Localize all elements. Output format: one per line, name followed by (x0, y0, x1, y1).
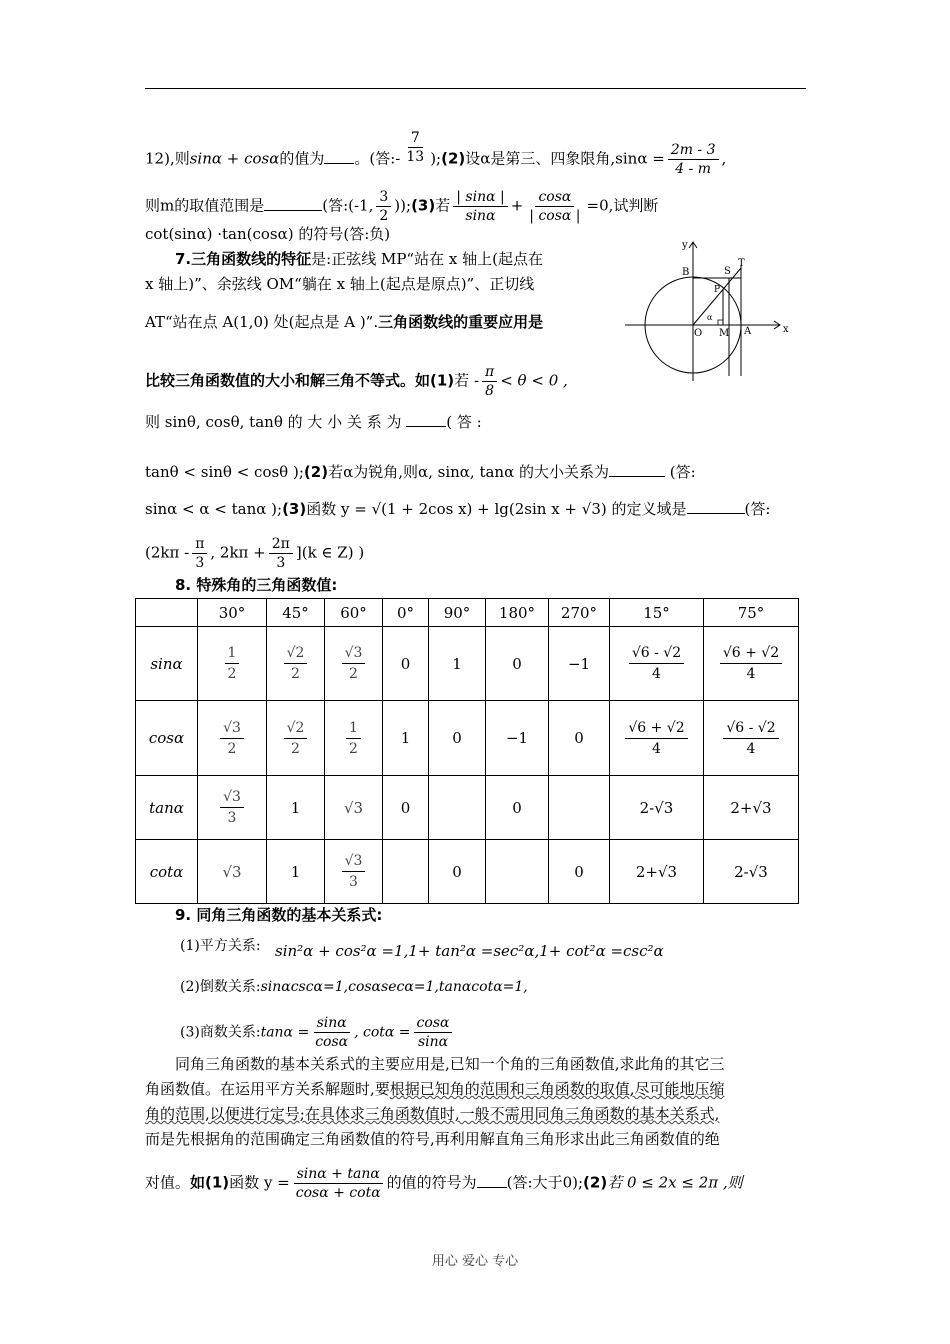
table-cell (610, 776, 704, 840)
cell-value: 0 (452, 729, 462, 747)
label-S: S (724, 266, 731, 277)
table-cell (267, 776, 325, 840)
table-cell (610, 840, 704, 904)
line-m-range: 则m的取值范围是 (答:(-1, $\frac{3}{2}$ ));(3)若 $\frac{| \sin\alpha |}{\sin\alpha}$ + $\frac{\cos\alpha}{| \cos\alpha |}$ =0,试判断 (145, 189, 659, 224)
text: 。(答:- (354, 149, 401, 168)
table-cell (198, 627, 267, 701)
fraction: $\frac{√2}{2}$ (284, 720, 308, 757)
relation-reciprocal: (2)倒数关系:sinαcscα=1,cosαsecα=1,tanαcotα=1, (180, 979, 528, 995)
table-cell (704, 701, 799, 776)
function-label-cell: sinα (136, 627, 198, 701)
fraction: $\frac{√3}{3}$ (342, 853, 366, 890)
text: 的值为 (279, 149, 325, 168)
table-header-cell: 15° (610, 599, 704, 627)
fraction: $\frac{\sin\alpha}{\cos\alpha}$ (315, 1015, 349, 1050)
special-angle-table (135, 598, 799, 904)
table-header-cell (136, 599, 198, 627)
section-8-heading: 8. 特殊角的三角函数值: (175, 576, 338, 594)
table-cell (610, 627, 704, 701)
fraction: $\frac{\pi}{8}$ (482, 365, 497, 398)
section-7-line3: AT“站在点 A(1,0) 处(起点是 A )”.三角函数线的重要应用是 (145, 313, 544, 331)
table-cell (267, 627, 325, 701)
fraction: $\frac{2\pi}{3}$ (269, 537, 293, 570)
math-expr: sin²α + cos²α =1,1+ tan²α =sec²α,1+ cot²α =csc²α (275, 942, 664, 960)
table-header-cell: 60° (325, 599, 383, 627)
answer-blank (477, 1187, 507, 1188)
table-cell (383, 776, 429, 840)
cell-value: 2-√3 (734, 862, 768, 881)
cell-value: 0 (574, 729, 584, 747)
fraction: $\frac{| \sin\alpha |}{\sin\alpha}$ (453, 190, 507, 223)
cell-value: √3 (222, 862, 242, 881)
section-7-line5: 则 sinθ, cosθ, tanθ 的 大 小 关 系 为 ( 答 : (145, 413, 482, 431)
paragraph-line-5: 对值。如(1)函数 y = $\frac{\sin\alpha + \tan\alpha}{\cos\alpha + \cot\alpha}$ 的值的符号为 (答:大于0);(2)若 0 ≤ 2x ≤ 2π ,则 (145, 1166, 743, 1201)
table-cell (549, 627, 610, 701)
table-cell (325, 776, 383, 840)
label-T: T (738, 258, 745, 269)
item-number: (2) (441, 149, 466, 168)
page-footer: 用心 爱心 专心 (431, 1254, 519, 1269)
fraction: $\frac{√2}{2}$ (284, 645, 308, 682)
fraction: $\frac{1}{2}$ (346, 720, 361, 757)
fraction: $\frac{7}{13}$ (406, 130, 425, 165)
cell-value: −1 (567, 654, 591, 673)
section-9-heading: 9. 同角三角函数的基本关系式: (175, 906, 383, 924)
fraction: $\frac{\sin\alpha + \tan\alpha}{\cos\alpha + \cot\alpha}$ (293, 1167, 384, 1200)
cell-value: 0 (512, 654, 522, 673)
text: =0,试判断 (586, 196, 659, 215)
cell-value: 0 (400, 654, 411, 673)
relation-square: (1)平方关系: sin²α + cos²α =1,1+ tan²α =sec²α,1+ cot²α =csc²α (180, 938, 664, 960)
cell-value: 0 (512, 798, 522, 817)
table-header-cell: 45° (267, 599, 325, 627)
answer-blank (609, 476, 665, 477)
section-title: 三角函数线的特征 (191, 250, 312, 268)
table-cell (429, 840, 486, 904)
table-cell (325, 840, 383, 904)
fraction: $\frac{√6 - √2}{4}$ (723, 720, 778, 757)
table-cell (549, 840, 610, 904)
cell-value: 2+√3 (635, 862, 678, 881)
table-header-cell: 30° (198, 599, 267, 627)
paragraph-line-2: 角函数值。在运用平方关系解题时,要根据已知角的范围和三角函数的取值,尽可能地压缩 (145, 1080, 725, 1098)
fraction: $\frac{\cos\alpha}{\sin\alpha}$ (414, 1016, 453, 1049)
section-7-heading: 7.三角函数线的特征是:正弦线 MP“站在 x 轴上(起点在 (175, 250, 543, 268)
function-label-cell: cotα (136, 840, 198, 904)
table-row (136, 627, 799, 701)
cell-value: 2-√3 (639, 798, 674, 817)
answer-blank (687, 513, 745, 514)
label-M: M (719, 328, 730, 339)
table-cell (198, 776, 267, 840)
math-expr: sinα + cosα (189, 149, 280, 168)
text: 则m的取值范围是 (145, 196, 265, 215)
line-q12: 12),则sinα + cosα的值为 。(答:- $\frac{7}{13}$ );(2)设α是第三、四象限角,sinα = $\frac{2m - 3}{4 - m}$ , (145, 130, 727, 177)
right-angle-mark (718, 320, 723, 325)
fraction: $\frac{√6 + √2}{4}$ (625, 720, 687, 757)
fraction: $\frac{\pi}{3}$ (192, 537, 207, 570)
table-cell (198, 840, 267, 904)
text: )); (394, 196, 412, 215)
table-row (136, 840, 799, 904)
answer-blank (406, 426, 446, 427)
fraction: $\frac{\cos\alpha}{| \cos\alpha |}$ (529, 189, 581, 224)
table-cell (267, 701, 325, 776)
item-number: (3) (411, 196, 436, 215)
label-O: O (694, 328, 703, 339)
table-cell (429, 776, 486, 840)
header-rule (145, 88, 806, 89)
text: 设α是第三、四象限角,sinα = (465, 149, 665, 168)
table-cell (383, 627, 429, 701)
table-cell (549, 776, 610, 840)
cell-value: 2+√3 (730, 798, 772, 817)
cell-value: −1 (505, 729, 529, 747)
table-cell (325, 701, 383, 776)
cell-value: 1 (290, 798, 301, 817)
text: 若 (435, 196, 451, 215)
table-cell (429, 701, 486, 776)
table-cell (486, 701, 549, 776)
label-A: A (744, 326, 752, 337)
relation-quotient: (3)商数关系:tanα = $\frac{\sin\alpha}{\cos\alpha}$ , cotα = $\frac{\cos\alpha}{\sin\alpha}$ (180, 1016, 455, 1049)
function-label-cell: tanα (136, 776, 198, 840)
table-cell (267, 840, 325, 904)
fraction: $\frac{√6 + √2}{4}$ (720, 645, 782, 682)
fraction: $\frac{√3}{2}$ (220, 720, 244, 757)
fraction: $\frac{3}{2}$ (376, 190, 391, 223)
table-header-cell: 180° (486, 599, 549, 627)
label-alpha: α (707, 313, 713, 322)
fraction: $\frac{√3}{2}$ (342, 645, 366, 682)
table-cell (704, 627, 799, 701)
paragraph-line-1: 同角三角函数的基本关系式的主要应用是,已知一个角的三角函数值,求此角的其它三 (175, 1055, 725, 1073)
table-cell (429, 627, 486, 701)
cell-value: √3 (343, 798, 364, 817)
fraction: $\frac{√6 - √2}{4}$ (629, 645, 684, 682)
cell-value: 1 (452, 654, 462, 673)
cell-value: 0 (574, 862, 584, 881)
text: (答:(-1, (322, 196, 374, 215)
label-P: P (714, 285, 721, 295)
table-cell (486, 840, 549, 904)
table-cell (198, 701, 267, 776)
table-cell (486, 627, 549, 701)
math-expr: sinαcscα=1,cosαsecα=1,tanαcotα=1, (260, 979, 528, 995)
paragraph-line-3: 角的范围,以便进行定号;在具体求三角函数值时,一般不需用同角三角函数的基本关系式, (145, 1105, 720, 1123)
section-7-line4: 比较三角函数值的大小和解三角不等式。如(1)若 - $\frac{\pi}{8}$ < θ < 0 , (145, 364, 568, 399)
text: ); (430, 149, 442, 168)
section-7-line2: x 轴上)”、余弦线 OM“躺在 x 轴上(起点是原点)”、正切线 (145, 275, 535, 293)
cell-value: 0 (452, 862, 462, 881)
fraction: $\frac{2m - 3}{4 - m}$ (668, 143, 719, 176)
table-row (136, 701, 799, 776)
fraction: $\frac{√3}{3}$ (220, 789, 244, 826)
paragraph-line-4: 而是先根据角的范围确定三角函数值的符号,再利用解直角三角形求出此三角函数值的绝 (145, 1130, 720, 1148)
fraction: $\frac{1}{2}$ (225, 645, 240, 682)
table-header-cell: 75° (704, 599, 799, 627)
section-7-line7: sinα < α < tanα );(3)函数 y = √(1 + 2cos x) + lg(2sin x + √3) 的定义域是 (答: (145, 500, 771, 518)
table-cell (383, 840, 429, 904)
cell-value: 1 (290, 862, 301, 881)
answer-blank (324, 163, 354, 164)
table-cell (549, 701, 610, 776)
section-7-line6: tanθ < sinθ < cosθ );(2)若α为锐角,则α, sinα, tanα 的大小关系为 (答: (145, 463, 696, 481)
table-cell (610, 701, 704, 776)
cell-value: 0 (400, 798, 411, 817)
table-cell (486, 776, 549, 840)
label-x: x (783, 324, 789, 335)
table-header-cell: 90° (429, 599, 486, 627)
answer-blank (264, 210, 322, 211)
table-header-cell: 270° (549, 599, 610, 627)
terminal-ray (693, 268, 741, 325)
section-7-line8: (2kπ - $\frac{\pi}{3}$ , 2kπ + $\frac{2\pi}{3}$ ](k ∈ Z) ) (145, 536, 365, 571)
cell-value: 1 (400, 729, 411, 747)
table-cell (704, 776, 799, 840)
line-cot-sign: cot(sinα) ·tan(cosα) 的符号(答:负) (145, 225, 391, 243)
table-header-cell: 0° (383, 599, 429, 627)
function-label-cell: cosα (136, 701, 198, 776)
table-cell (325, 627, 383, 701)
table-cell (704, 840, 799, 904)
text: 12),则 (145, 149, 190, 168)
unit-circle-diagram (620, 236, 800, 386)
label-y: y (682, 240, 688, 251)
table-row (136, 776, 799, 840)
label-B: B (682, 267, 690, 278)
table-cell (383, 701, 429, 776)
